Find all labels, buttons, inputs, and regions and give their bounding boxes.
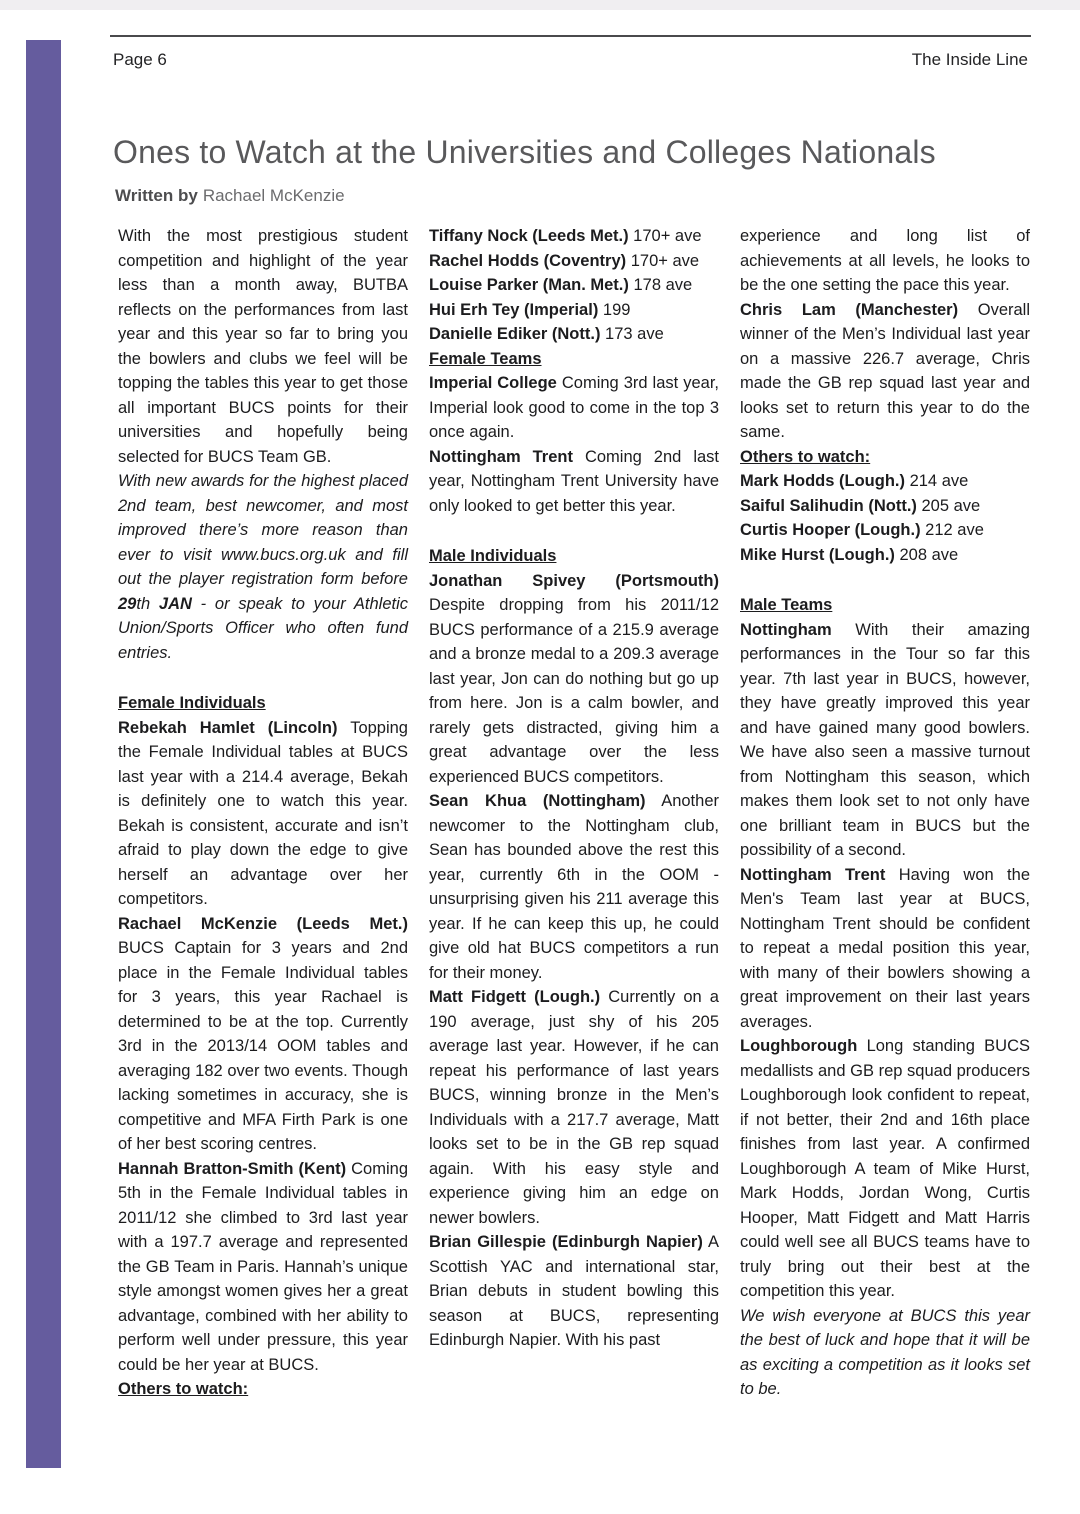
heading-others-to-watch-male: Others to watch: (740, 447, 871, 466)
watch-entry: Mark Hodds (Lough.) 214 ave (740, 472, 969, 490)
player-name: Mike Hurst (Lough.) (740, 545, 895, 564)
intro-paragraph: With the most prestigious student competition and highlight of the year less than a month away, BUTBA reflects on the performances from last year and this year so far to bring you the bowlers and clubs we feel will be topping the tables this year to get those all important BUCS points for their universities and hopefully being selected for BUCS Team GB. (118, 227, 408, 466)
team-name: Loughborough (740, 1037, 858, 1055)
byline-author: Rachael McKenzie (202, 186, 345, 205)
heading-male-teams: Male Teams (740, 596, 833, 614)
continuation-paragraph: experience and long list of achievements at all levels, he looks to be the one setting the pace this year. (740, 227, 1030, 294)
player-name: Chris Lam (Manchester) (740, 300, 959, 319)
player-name: Hannah Bratton-Smith (Kent) (118, 1159, 347, 1178)
column-3 (740, 224, 1030, 1402)
team-paragraph: Nottingham Trent Coming 2nd last year, Nottingham Trent University have only looked to get better this year. (429, 447, 719, 515)
column-2 (429, 224, 719, 1402)
watch-entry: Curtis Hooper (Lough.) 212 ave (740, 521, 984, 539)
watch-entry: Mike Hurst (Lough.) 208 ave (740, 545, 959, 564)
player-paragraph: Rachael McKenzie (Leeds Met.) BUCS Captain for 3 years and 2nd place in the Female Individual tables for 3 years, this year Rachael is determined to be at the top. Currently 3rd in the 2013/14 OOM tables and averaging 182 over two events. Though lacking sometimes in accuracy, she is competitive and MFA Firth Park is one of her best scoring centres. (118, 914, 408, 1153)
team-name: Nottingham (740, 620, 832, 639)
byline-label: Written by (115, 186, 198, 205)
heading-female-individuals: Female Individuals (118, 694, 266, 712)
newsletter-title: The Inside Line (911, 50, 1028, 69)
registration-notice: With new awards for the highest placed 2nd team, best newcomer, and most improved there’s more reason than ever to visit www.bucs.org.uk and fill out the player registration form before 29th JAN - or speak to your Athletic Union/Sports Officer who often fund entries. (118, 472, 408, 662)
team-name: Nottingham Trent (429, 447, 573, 466)
watch-entry: Danielle Ediker (Nott.) 173 ave (429, 325, 664, 343)
accent-bar (26, 40, 61, 1468)
player-paragraph: Matt Fidgett (Lough.) Currently on a 190 average, just shy of his 205 average last year. However, if he can repeat his performance of last years BUCS, winning bronze in the Men’s Individuals with a 217.7 average, Matt looks set to be in the GB rep squad again. With his easy style and experience giving him an edge on newer bowlers. (429, 988, 719, 1227)
team-paragraph: Loughborough Long standing BUCS medallists and GB rep squad producers Loughborough look confident to repeat, if not better, their 2nd and 16th place finishes from last year. A confirmed Loughborough A team of Mike Hurst, Mark Hodds, Jordan Wong, Curtis Hooper, Matt Fidgett and Matt Harris could well see all BUCS teams have to truly bring out their best at the competition this year. (740, 1037, 1030, 1300)
heading-others-to-watch-female: Others to watch: (118, 1380, 249, 1398)
player-name: Mark Hodds (Lough.) (740, 472, 905, 490)
watch-entry: Tiffany Nock (Leeds Met.) 170+ ave (429, 227, 702, 245)
player-name: Sean Khua (Nottingham) (429, 792, 646, 810)
heading-female-teams: Female Teams (429, 349, 542, 368)
watch-entry: Rachel Hodds (Coventry) 170+ ave (429, 251, 700, 270)
player-name: Matt Fidgett (Lough.) (429, 988, 601, 1006)
player-name: Rachel Hodds (Coventry) (429, 251, 627, 270)
player-name: Rachael McKenzie (Leeds Met.) (118, 914, 408, 933)
watch-entry: Saiful Salihudin (Nott.) 205 ave (740, 496, 981, 515)
team-name: Imperial College (429, 374, 557, 392)
watch-entry: Louise Parker (Man. Met.) 178 ave (429, 276, 693, 294)
page-number: Page 6 (113, 50, 167, 69)
player-paragraph: Hannah Bratton-Smith (Kent) Coming 5th in the Female Individual tables in 2011/12 she climbed to 3rd last year with a 197.7 average and represented the GB Team in Paris. Hannah’s unique style amongst women gives her a great advantage, combined with her ability to perform well under pressure, this year could be her year at BUCS. (118, 1159, 408, 1374)
watch-entry: Hui Erh Tey (Imperial) 199 (429, 300, 631, 319)
byline (115, 186, 345, 206)
player-name: Saiful Salihudin (Nott.) (740, 496, 917, 515)
column-1 (118, 224, 408, 1402)
player-name: Brian Gillespie (Edinburgh Napier) (429, 1233, 703, 1251)
team-paragraph: Nottingham With their amazing performances in the Tour so far this year. 7th last year in BUCS, however, they have greatly improved this year and have gained many good bowlers. We have also seen a massive turnout from Nottingham this season, which makes them look set to not only have one brilliant team in BUCS but the possibility of a second. (740, 620, 1030, 859)
team-name: Nottingham Trent (740, 865, 886, 884)
page-edge-strip (0, 0, 1080, 10)
team-paragraph: Imperial College Coming 3rd last year, Imperial look good to come in the top 3 once again. (429, 374, 719, 441)
heading-male-individuals: Male Individuals (429, 547, 557, 565)
closing-paragraph: We wish everyone at BUCS this year the best of luck and hope that it will be as exciting a competition as it looks set to be. (740, 1306, 1030, 1398)
player-paragraph: Chris Lam (Manchester) Overall winner of the Men’s Individual last year on a massive 226.7 average, Chris made the GB rep squad last year and looks set to return this year to do the same. (740, 300, 1030, 441)
team-paragraph: Nottingham Trent Having won the Men's Team last year at BUCS, Nottingham Trent should be confident to repeat a medal position this year, with many of their bowlers showing a great improvement on their last years averages. (740, 865, 1030, 1031)
header-rule (110, 35, 1031, 37)
player-name: Curtis Hooper (Lough.) (740, 521, 921, 539)
player-name: Tiffany Nock (Leeds Met.) (429, 227, 629, 245)
player-name: Louise Parker (Man. Met.) (429, 276, 629, 294)
article-title: Ones to Watch at the Universities and Colleges Nationals (113, 134, 936, 170)
player-name: Hui Erh Tey (Imperial) (429, 300, 599, 319)
player-paragraph: Sean Khua (Nottingham) Another newcomer to the Nottingham club, Sean has bounded above the rest this year, currently 6th in the OOM - unsurprising given his 211 average this year. If he can keep this up, he could give old hat BUCS competitors a run for their money. (429, 792, 719, 982)
player-paragraph: Brian Gillespie (Edinburgh Napier) A Scottish YAC and international star, Brian debuts in student bowling this season at BUCS, representing Edinburgh Napier. With his past (429, 1233, 719, 1349)
player-name: Jonathan Spivey (Portsmouth) (429, 571, 719, 590)
player-paragraph: Jonathan Spivey (Portsmouth) Despite dropping from his 2011/12 BUCS performance of a 215.9 average and a bronze medal to a 209.3 average last year, Jon can do nothing but go up from here. Jon is a calm bowler, and rarely gets distracted, giving him a great advantage over the less experienced BUCS competitors. (429, 571, 719, 786)
player-name: Rebekah Hamlet (Lincoln) (118, 718, 338, 737)
article-columns (118, 224, 1030, 1402)
player-paragraph: Rebekah Hamlet (Lincoln) Topping the Female Individual tables at BUCS last year with a 214.4 average, Bekah is definitely one to watch this year. Bekah is consistent, accurate and isn’t afraid to play down the edge to give herself an advantage over her competitors. (118, 718, 408, 908)
page-header (113, 50, 1028, 70)
player-name: Danielle Ediker (Nott.) (429, 325, 601, 343)
